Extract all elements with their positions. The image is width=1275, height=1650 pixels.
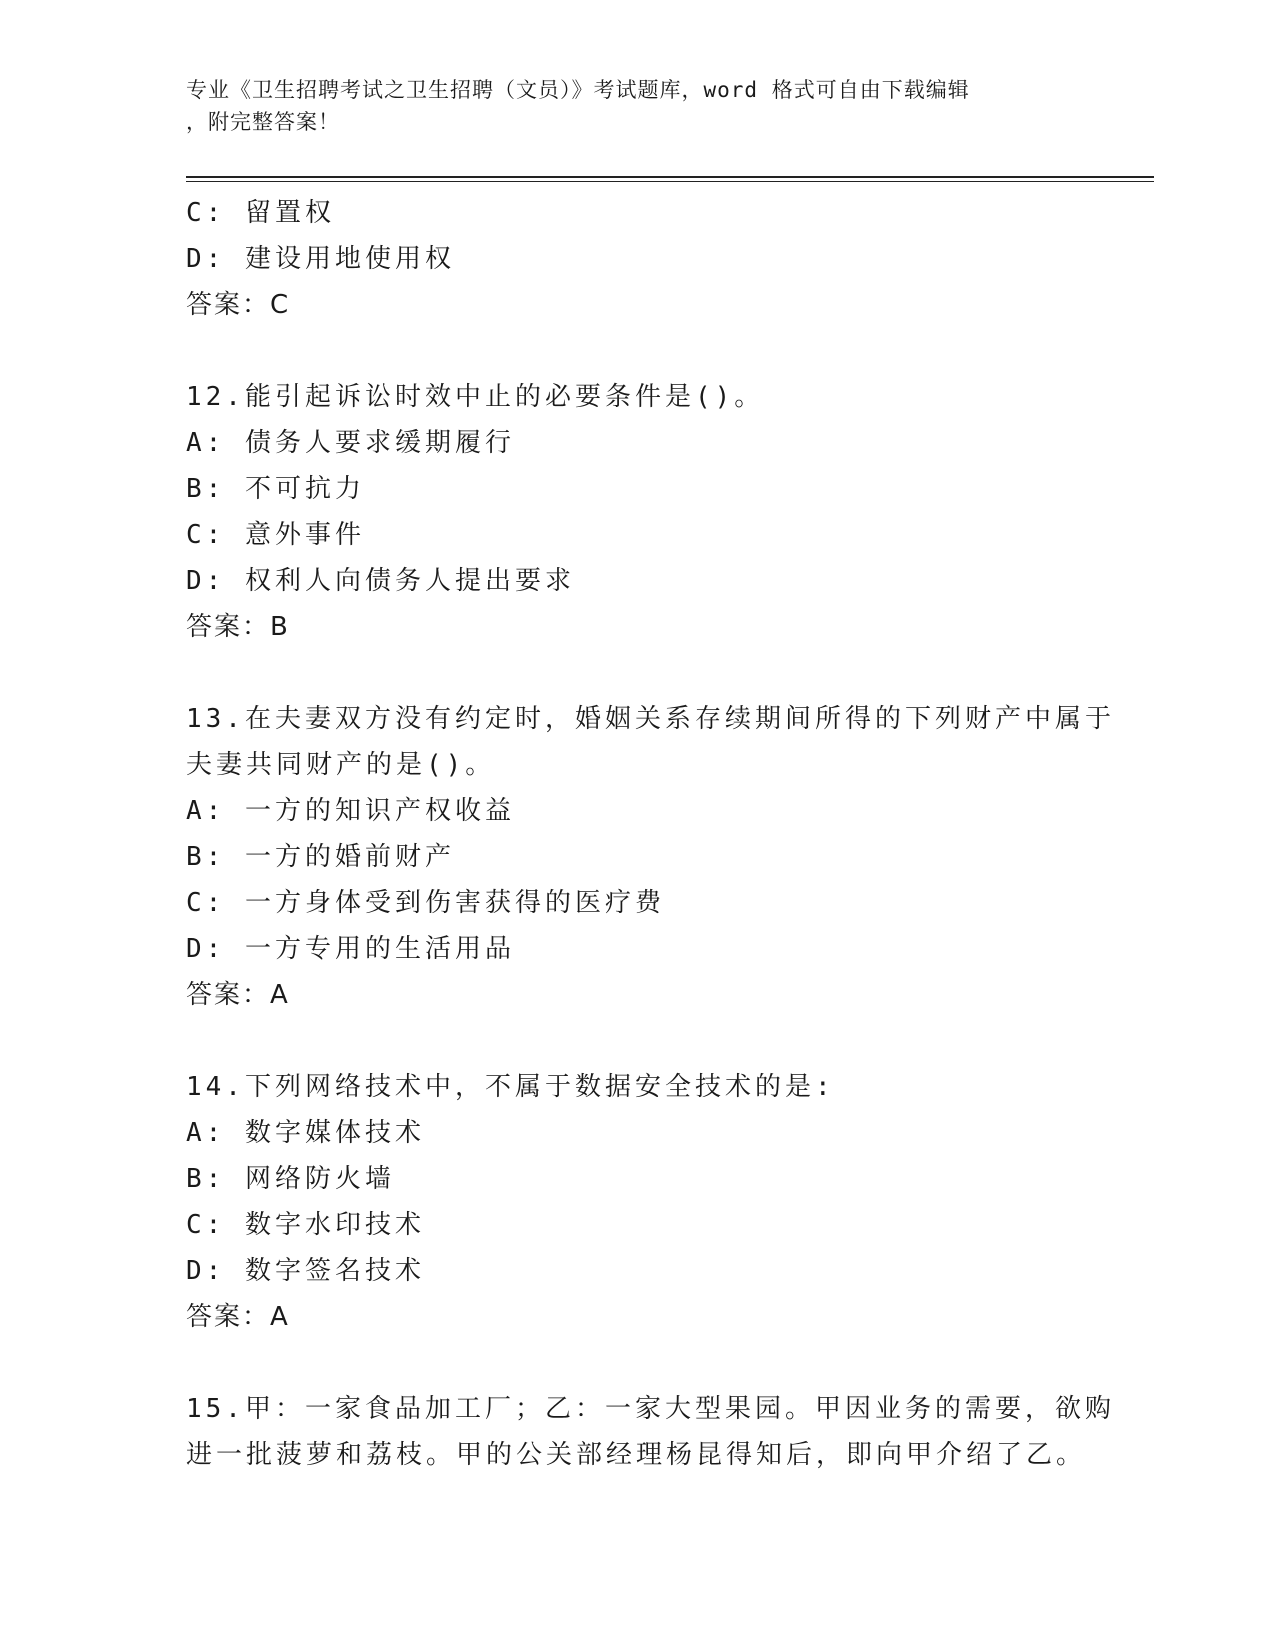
option-a: A: 数字媒体技术 [186,1118,425,1148]
option-d: D: 建设用地使用权 [186,244,455,274]
option-d: D: 数字签名技术 [186,1256,425,1286]
question-stem: 12.能引起诉讼时效中止的必要条件是()。 [186,382,765,412]
question-12 [186,374,1086,650]
question-stem-continued: 夫妻共同财产的是()。 [186,750,496,780]
question-gap [186,1018,1086,1064]
answer-text: 答案：C [186,290,291,320]
question-13 [186,696,1115,1018]
question-stem-continued: 进一批菠萝和荔枝。甲的公关部经理杨昆得知后，即向甲介绍了乙。 [186,1440,1087,1470]
question-14 [186,1064,1086,1340]
header-divider-thin [186,181,1154,182]
question-gap [186,650,1086,696]
answer-text: 答案：A [186,1302,290,1332]
question-stem: 15.甲：一家食品加工厂；乙：一家大型果园。甲因业务的需要，欲购 [186,1394,1115,1424]
document-header [186,74,1086,138]
answer-text: 答案：B [186,612,290,642]
question-gap [186,328,1086,374]
answer-text: 答案：A [186,980,290,1010]
question-11-tail [186,190,1086,328]
option-c: C: 留置权 [186,198,335,228]
option-c: C: 意外事件 [186,520,365,550]
option-b: B: 一方的婚前财产 [186,842,455,872]
header-divider-thick [186,176,1154,178]
question-gap [186,1340,1086,1386]
header-line-2: ，附完整答案！ [186,110,340,134]
option-a: A: 一方的知识产权收益 [186,796,515,826]
option-b: B: 网络防火墙 [186,1164,395,1194]
option-a: A: 债务人要求缓期履行 [186,428,515,458]
option-d: D: 权利人向债务人提出要求 [186,566,575,596]
option-c: C: 一方身体受到伤害获得的医疗费 [186,888,665,918]
header-line-1: 专业《卫生招聘考试之卫生招聘（文员）》考试题库，word 格式可自由下载编辑 [186,78,970,102]
question-stem: 14.下列网络技术中，不属于数据安全技术的是: [186,1072,835,1102]
question-list [186,190,1115,1478]
option-b: B: 不可抗力 [186,474,365,504]
option-c: C: 数字水印技术 [186,1210,425,1240]
question-stem: 13.在夫妻双方没有约定时，婚姻关系存续期间所得的下列财产中属于 [186,704,1115,734]
question-15 [186,1386,1115,1478]
option-d: D: 一方专用的生活用品 [186,934,515,964]
